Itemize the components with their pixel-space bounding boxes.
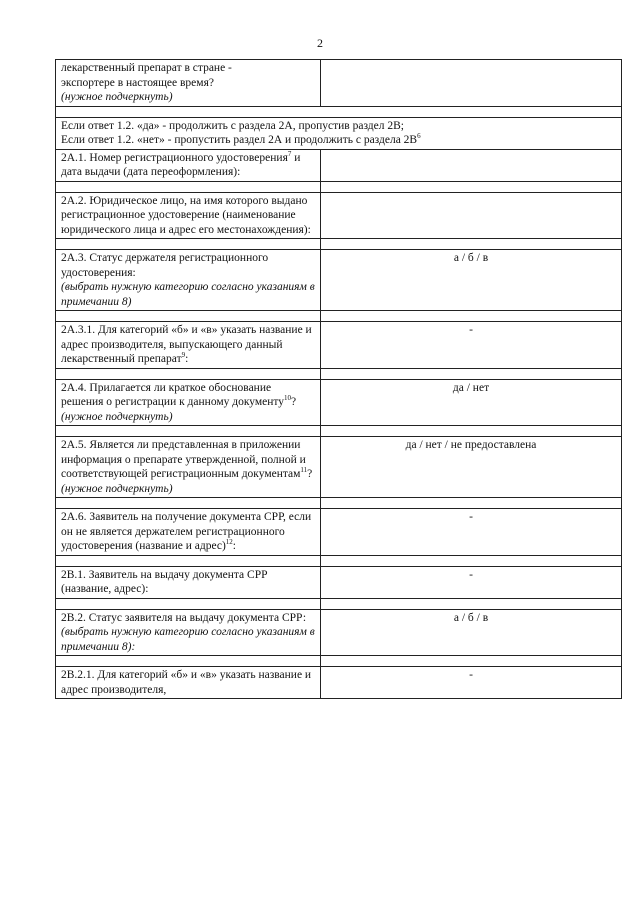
question-cell: 2А.1. Номер регистрационного удостоверения$^7$ и дата выдачи (дата переоформления): <box>56 149 321 181</box>
note-text: (нужное подчеркнуть) <box>61 91 173 103</box>
table-row <box>56 149 622 181</box>
answer-cell[interactable] <box>321 60 622 107</box>
question-cell: 2А.3. Статус держателя регистрационного удостоверения: (выбрать нужную категорию согласно указаниям в примечании 8) <box>56 250 321 311</box>
spacer-row <box>56 498 622 509</box>
spacer-row <box>56 555 622 566</box>
answer-cell[interactable] <box>321 192 622 239</box>
form-table <box>55 59 622 699</box>
question-cell: лекарственный препарат в стране - экспортере в настоящее время? (нужное подчеркнуть) <box>56 60 321 107</box>
table-row <box>56 437 622 498</box>
answer-cell[interactable] <box>321 149 622 181</box>
table-row <box>56 509 622 556</box>
table-row <box>56 60 622 107</box>
spacer-row <box>56 239 622 250</box>
spacer-row <box>56 426 622 437</box>
table-row <box>56 667 622 699</box>
answer-cell[interactable]: а / б / в <box>321 609 622 656</box>
spacer-row <box>56 106 622 117</box>
answer-cell[interactable]: да / нет / не предоставлена <box>321 437 622 498</box>
answer-cell[interactable]: а / б / в <box>321 250 622 311</box>
page-number: 2 <box>317 36 323 50</box>
question-cell: 2А.3.1. Для категорий «б» и «в» указать название и адрес производителя, выпускающего данный лекарственный препарат$^9$: <box>56 322 321 369</box>
question-cell: 2В.2.1. Для категорий «б» и «в» указать название и адрес производителя, <box>56 667 321 699</box>
question-cell: 2А.4. Прилагается ли краткое обоснование решения о регистрации к данному документу$^{10}$? (нужное подчеркнуть) <box>56 379 321 426</box>
question-cell: 2В.2. Статус заявителя на выдачу документа СРР: (выбрать нужную категорию согласно указаниям в примечании 8): <box>56 609 321 656</box>
spacer-row <box>56 656 622 667</box>
question-cell: 2А.5. Является ли представленная в приложении информация о препарате утвержденной, полной и соответствующей регистрационным документам$^{11}$? (нужное подчеркнуть) <box>56 437 321 498</box>
spacer-row <box>56 598 622 609</box>
table-row <box>56 609 622 656</box>
spacer-row <box>56 311 622 322</box>
answer-cell[interactable]: - <box>321 566 622 598</box>
question-cell: 2А.2. Юридическое лицо, на имя которого выдано регистрационное удостоверение (наименование юридического лица и адрес его местонахождения): <box>56 192 321 239</box>
table-row <box>56 566 622 598</box>
answer-cell[interactable]: - <box>321 322 622 369</box>
answer-cell[interactable]: да / нет <box>321 379 622 426</box>
note-text: (выбрать нужную категорию согласно указаниям в примечании 8): <box>61 626 315 653</box>
instruction-row: Если ответ 1.2. «да» - продолжить с раздела 2А, пропустив раздел 2В; Если ответ 1.2. «нет» - пропустить раздел 2А и продолжить с раздела $2В^6$ <box>56 117 622 149</box>
note-text: (нужное подчеркнуть) <box>61 410 173 423</box>
answer-cell[interactable]: - <box>321 667 622 699</box>
table-row <box>56 250 622 311</box>
note-text: (нужное подчеркнуть) <box>61 482 173 495</box>
spacer-row <box>56 368 622 379</box>
question-cell: 2В.1. Заявитель на выдачу документа СРР (название, адрес): <box>56 566 321 598</box>
question-cell: 2А.6. Заявитель на получение документа СРР, если он не является держателем регистрационного удостоверения (название и адрес)$^{12}$: <box>56 509 321 556</box>
table-row <box>56 192 622 239</box>
answer-cell[interactable]: - <box>321 509 622 556</box>
note-text: (выбрать нужную категорию согласно указаниям в примечании 8) <box>61 281 315 308</box>
table-row <box>56 322 622 369</box>
table-row <box>56 379 622 426</box>
spacer-row <box>56 181 622 192</box>
